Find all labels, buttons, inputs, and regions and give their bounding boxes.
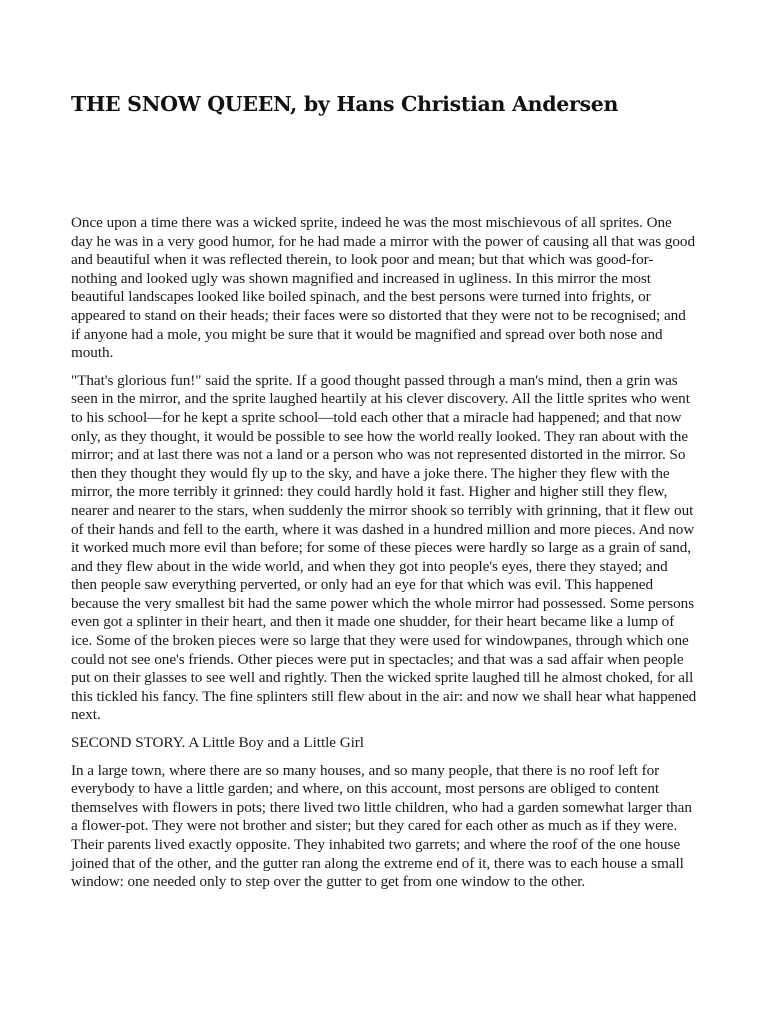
document-title: THE SNOW QUEEN, by Hans Christian Andersen	[71, 92, 619, 116]
document-body	[71, 214, 697, 901]
section-heading-second-story: SECOND STORY. A Little Boy and a Little Girl	[71, 734, 364, 752]
paragraph-wicked-sprite: Once upon a time there was a wicked sprite, indeed he was the most mischievous of all sprites. One day he was in a very good humor, for he had made a mirror with the power of causing all that was good and beautiful when it was reflected therein, to look poor and mean; but that which was good-for-nothing and looked ugly was shown magnified and increased in ugliness. In this mirror the most beautiful landscapes looked like boiled spinach, and the best persons were turned into frights, or appeared to stand on their heads; their faces were so distorted that they were not to be recognised; and if anyone had a mole, you might be sure that it would be magnified and spread over both nose and mouth.	[71, 214, 696, 362]
paragraph-glorious-fun: "That's glorious fun!" said the sprite. If a good thought passed through a man's mind, then a grin was seen in the mirror, and the sprite laughed heartily at his clever discovery. All the little sprites who went to his school—for he kept a sprite school—told each other that a miracle had happened; and that now only, as they thought, it would be possible to see how the world really looked. They ran about with the mirror; and at last there was not a land or a person who was not represented distorted in the mirror. So then they thought they would fly up to the sky, and have a joke there. The higher they flew with the mirror, the more terribly it grinned: they could hardly hold it fast. Higher and higher still they flew, nearer and nearer to the stars, when suddenly the mirror shook so terribly with grinning, that it flew out of their hands and fell to the earth, where it was dashed in a hundred million and more pieces. And now it worked much more evil than before; for some of these pieces were hardly so large as a grain of sand, and they flew about in the wide world, and when they got into people's eyes, there they stayed; and then people saw everything perverted, or only had an eye for that which was evil. This happened because the very smallest bit had the same power which the whole mirror had possessed. Some persons even got a splinter in their heart, and then it made one shudder, for their heart became like a lump of ice. Some of the broken pieces were so large that they were used for windowpanes, through which one could not see one's friends. Other pieces were put in spectacles; and that was a sad affair when people put on their glasses to see well and rightly. Then the wicked sprite laughed till he almost choked, for all this tickled his fancy. The fine splinters still flew about in the air: and now we shall hear what happened next.	[71, 371, 697, 724]
paragraph-large-town: In a large town, where there are so many houses, and so many people, that there is no roof left for everybody to have a little garden; and where, on this account, most persons are obliged to content themselves with flowers in pots; there lived two little children, who had a garden somewhat larger than a flower-pot. They were not brother and sister; but they cared for each other as much as if they were. Their parents lived exactly opposite. They inhabited two garrets; and where the roof of the one house joined that of the other, and the gutter ran along the extreme end of it, there was to each house a small window: one needed only to step over the gutter to get from one window to the other.	[71, 761, 692, 891]
